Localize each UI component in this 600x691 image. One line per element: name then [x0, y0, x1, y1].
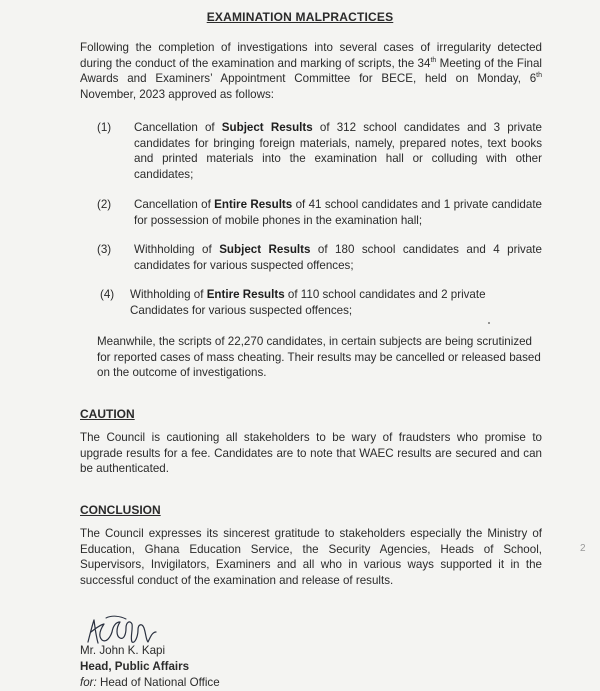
item-text: [134, 242, 542, 273]
item-number: (1): [97, 121, 112, 134]
item-number: (3): [97, 243, 112, 256]
office-text: Head of National Office: [96, 676, 220, 689]
item-text-part: of 41 school candidates and 1 private candidate for possession of mobile phones in the examination hall;: [134, 198, 542, 227]
intro-paragraph: [80, 40, 542, 102]
ordinal-suffix: th: [536, 72, 542, 80]
item-text: [134, 120, 542, 182]
conclusion-paragraph: The Council expresses its sincerest gratitude to stakeholders especially the Ministry of Education, Ghana Education Service, the Security Agencies, Heads of School, Supervisors, Invigilators, Examiners and all who in various ways supported it in the successful conduct of the examination and release of results.: [80, 527, 542, 587]
conclusion-heading: CONCLUSION: [80, 503, 161, 517]
signer-name: Mr. John K. Kapi: [80, 644, 166, 657]
item-text-part: of 180 school candidates and 4 private candidates for various suspected offences;: [134, 243, 542, 272]
stray-mark: [488, 322, 490, 324]
item-text-part: Withholding of: [134, 243, 220, 256]
intro-text-part: November, 2023 approved as follows:: [80, 87, 274, 101]
item-bold-text: Entire Results: [206, 288, 285, 301]
page-title: EXAMINATION MALPRACTICES: [206, 10, 394, 24]
item-bold-text: Subject Results: [219, 243, 311, 256]
item-text-part: Cancellation of: [134, 198, 215, 211]
intro-text-part: Meeting of the Final Awards and Examiners’ Appointment Committee for BECE, held on Monday, 6: [80, 56, 542, 86]
item-text-part: Withholding of: [130, 288, 207, 301]
signer-role: Head, Public Affairs: [80, 660, 190, 673]
caution-paragraph: The Council is cautioning all stakeholders to be wary of fraudsters who promise to upgrade results for a fee. Candidates are to note that WAEC results are secured and can be authenticated.: [80, 431, 542, 476]
meanwhile-paragraph: Meanwhile, the scripts of 22,270 candidates, in certain subjects are being scrutinized for reported cases of mass cheating. Their results may be cancelled or released based on the outcome of investigations.: [97, 335, 541, 380]
item-text: [130, 287, 542, 318]
for-prefix: for:: [80, 676, 97, 689]
item-bold-text: Entire Results: [214, 198, 293, 211]
item-text-part: of 312 school candidates and 3 private candidates for bringing foreign materials, namely, prepared notes, text books and printed materials into the examination hall or colluding with other candidates;: [134, 121, 543, 181]
ordinal-suffix: th: [430, 56, 437, 64]
item-number: (2): [97, 198, 112, 211]
signer-office: [80, 675, 220, 691]
item-number: (4): [100, 288, 115, 301]
item-text-part: Cancellation of: [134, 121, 222, 134]
page-number: 2: [580, 543, 586, 554]
item-text-part: of 110 school candidates and 2 private Candidates for various suspected offences;: [130, 288, 486, 317]
item-bold-text: Subject Results: [221, 121, 313, 134]
intro-text-part: Following the completion of investigations into several cases of irregularity detected during the conduct of the examination and marking of scripts, the 34: [80, 41, 542, 70]
item-text: [134, 197, 542, 228]
caution-heading: CAUTION: [80, 407, 135, 421]
